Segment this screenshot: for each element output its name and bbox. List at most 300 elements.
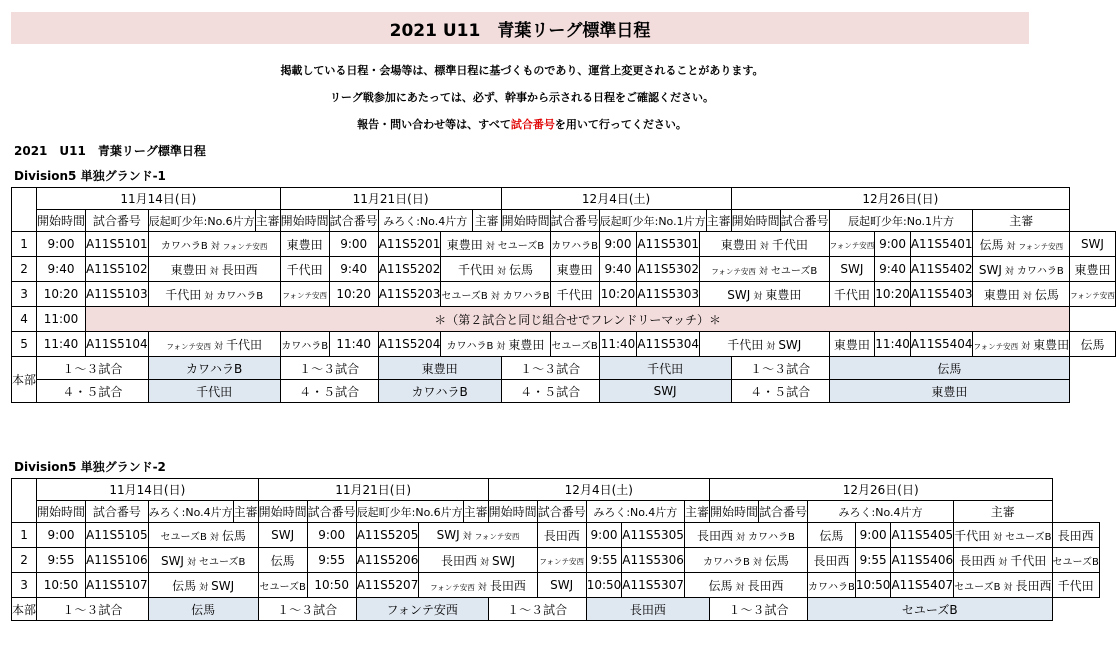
home-team: 長田西 bbox=[697, 528, 734, 543]
match-pairing bbox=[148, 282, 280, 307]
referee-team bbox=[807, 548, 855, 573]
home-team: 伝馬 bbox=[172, 578, 197, 593]
away-team: セユーズB bbox=[1005, 531, 1052, 543]
referee-name: SWJ bbox=[271, 528, 295, 542]
away-team: 東豊田 bbox=[508, 337, 545, 352]
match-number: A11S5403 bbox=[910, 282, 973, 307]
start-time: 9:40 bbox=[37, 257, 86, 282]
hq-game-range: ４・５試合 bbox=[280, 380, 378, 403]
start-time: 10:50 bbox=[586, 573, 622, 598]
vs-label: 対 bbox=[204, 291, 214, 302]
referee-name: 長田西 bbox=[813, 553, 850, 568]
venue-header: 辰起町少年:No.1片方 bbox=[829, 210, 973, 232]
vs-label: 対 bbox=[1004, 266, 1014, 277]
referee-name: フォンテ安西 bbox=[829, 241, 875, 250]
referee-team bbox=[829, 282, 875, 307]
start-time: 9:00 bbox=[586, 523, 622, 548]
start-time: 11:40 bbox=[599, 332, 637, 357]
match-pairing bbox=[973, 257, 1070, 282]
referee-name: フォンテ安西 bbox=[539, 557, 584, 566]
home-team: 千代田 bbox=[457, 262, 494, 277]
start-time: 9:55 bbox=[855, 548, 891, 573]
venue-header: みろく:No.4片方 bbox=[807, 501, 953, 523]
date-header: 11月21日(日) bbox=[280, 188, 501, 210]
match-number-header: 試合番号 bbox=[537, 501, 586, 523]
referee-team bbox=[258, 573, 307, 598]
match-pairing bbox=[684, 573, 807, 598]
match-number: A11S5103 bbox=[86, 282, 149, 307]
match-number: A11S5102 bbox=[86, 257, 149, 282]
match-pairing bbox=[700, 257, 830, 282]
start-time: 10:50 bbox=[855, 573, 891, 598]
hq-game-range: １～３試合 bbox=[501, 357, 599, 380]
match-pairing bbox=[148, 523, 258, 548]
referee-name: SWJ bbox=[840, 262, 864, 276]
match-number: A11S5304 bbox=[637, 332, 700, 357]
match-number-header: 試合番号 bbox=[86, 210, 149, 232]
match-pairing bbox=[148, 232, 280, 257]
away-team: 伝馬 bbox=[508, 262, 533, 277]
match-number: A11S5305 bbox=[622, 523, 685, 548]
home-team: 千代田 bbox=[727, 337, 764, 352]
match-pairing bbox=[148, 332, 280, 357]
match-number: A11S5205 bbox=[356, 523, 419, 548]
hq-team: 伝馬 bbox=[829, 357, 1070, 380]
start-time-header: 開始時間 bbox=[709, 501, 758, 523]
vs-label: 対 bbox=[210, 241, 220, 252]
referee-name: 千代田 bbox=[833, 287, 870, 302]
start-time: 9:00 bbox=[855, 523, 891, 548]
game-index: 5 bbox=[12, 332, 37, 357]
home-team: 東豊田 bbox=[446, 237, 483, 252]
date-header: 11月14日(日) bbox=[37, 479, 259, 501]
hq-label: 本部 bbox=[12, 598, 37, 621]
match-pairing bbox=[684, 523, 807, 548]
match-number-header: 試合番号 bbox=[758, 501, 807, 523]
hq-team: SWJ bbox=[599, 380, 731, 403]
match-number: A11S5201 bbox=[378, 232, 441, 257]
match-number: A11S5401 bbox=[910, 232, 973, 257]
start-time-header: 開始時間 bbox=[731, 210, 780, 232]
start-time-header: 開始時間 bbox=[488, 501, 537, 523]
referee-team bbox=[1052, 548, 1099, 573]
referee-name: フォンテ安西 bbox=[1070, 291, 1115, 300]
referee-team bbox=[280, 332, 329, 357]
vs-label: 対 bbox=[186, 557, 196, 568]
notice-3-post: を用いて行ってください。 bbox=[554, 118, 687, 131]
hq-game-range: １～３試合 bbox=[709, 598, 807, 621]
referee-name: 千代田 bbox=[556, 287, 593, 302]
home-team: SWJ bbox=[727, 287, 751, 302]
match-pairing bbox=[148, 548, 258, 573]
referee-team bbox=[829, 257, 875, 282]
away-team: セユーズB bbox=[497, 240, 545, 252]
referee-team bbox=[550, 232, 599, 257]
vs-label: 対 bbox=[1003, 582, 1013, 593]
referee-team bbox=[1070, 232, 1116, 257]
match-pairing bbox=[441, 282, 550, 307]
referee-name: 長田西 bbox=[1057, 528, 1094, 543]
away-team: セユーズB bbox=[199, 556, 246, 568]
away-team: SWJ bbox=[778, 337, 802, 352]
match-number: A11S5301 bbox=[637, 232, 700, 257]
match-pairing bbox=[954, 523, 1052, 548]
away-team: SWJ bbox=[492, 553, 516, 568]
match-pairing bbox=[684, 548, 807, 573]
hq-game-range: １～３試合 bbox=[280, 357, 378, 380]
referee-team bbox=[258, 548, 307, 573]
away-team: 千代田 bbox=[225, 337, 262, 352]
vs-label: 対 bbox=[736, 532, 746, 543]
match-number: A11S5106 bbox=[86, 548, 149, 573]
match-number: A11S5406 bbox=[891, 548, 954, 573]
away-team: カワハラB bbox=[502, 290, 550, 302]
start-time: 9:40 bbox=[329, 257, 378, 282]
vs-label: 対 bbox=[752, 557, 762, 568]
venue-header: 辰起町少年:No.1片方 bbox=[599, 210, 706, 232]
referee-name: 千代田 bbox=[286, 262, 323, 277]
referee-team bbox=[537, 523, 586, 548]
vs-label: 対 bbox=[485, 241, 495, 252]
match-number: A11S5207 bbox=[356, 573, 419, 598]
away-team: フォンテ安西 bbox=[1018, 241, 1064, 251]
referee-team bbox=[1070, 257, 1116, 282]
referee-header: 主審 bbox=[472, 210, 501, 232]
start-time: 11:00 bbox=[37, 307, 86, 332]
referee-header: 主審 bbox=[463, 501, 488, 523]
hq-team: 千代田 bbox=[599, 357, 731, 380]
start-time: 10:50 bbox=[37, 573, 86, 598]
start-time: 10:50 bbox=[307, 573, 356, 598]
match-number: A11S5407 bbox=[891, 573, 954, 598]
match-number-header: 試合番号 bbox=[550, 210, 599, 232]
vs-label: 対 bbox=[1006, 241, 1016, 252]
corner-cell bbox=[12, 479, 37, 523]
home-team: SWJ bbox=[160, 553, 184, 568]
hq-label: 本部 bbox=[12, 357, 37, 403]
home-team: フォンテ安西 bbox=[430, 582, 475, 592]
match-number: A11S5402 bbox=[910, 257, 973, 282]
home-team: 千代田 bbox=[954, 528, 991, 543]
hq-team: フォンテ安西 bbox=[356, 598, 488, 621]
match-pairing bbox=[973, 232, 1070, 257]
home-team: 伝馬 bbox=[708, 578, 733, 593]
home-team: セユーズB bbox=[441, 290, 488, 302]
referee-team bbox=[258, 523, 307, 548]
home-team: フォンテ安西 bbox=[166, 341, 211, 351]
hq-team: 長田西 bbox=[586, 598, 709, 621]
table-row bbox=[12, 307, 1116, 332]
away-team: 長田西 bbox=[221, 262, 258, 277]
division-1-heading: Division5 単独グランド-1 bbox=[14, 169, 166, 183]
home-team: 長田西 bbox=[959, 553, 996, 568]
start-time-header: 開始時間 bbox=[37, 501, 86, 523]
match-number: A11S5306 bbox=[622, 548, 685, 573]
date-header: 11月14日(日) bbox=[37, 188, 281, 210]
game-index: 4 bbox=[12, 307, 37, 332]
game-index: 3 bbox=[12, 282, 37, 307]
away-team: 伝馬 bbox=[1034, 287, 1059, 302]
home-team: 伝馬 bbox=[979, 237, 1004, 252]
match-number-header: 試合番号 bbox=[307, 501, 356, 523]
vs-label: 対 bbox=[766, 341, 776, 352]
start-time: 10:20 bbox=[599, 282, 637, 307]
match-number: A11S5203 bbox=[378, 282, 441, 307]
referee-name: セユーズB bbox=[259, 581, 306, 593]
referee-team bbox=[1052, 523, 1099, 548]
match-pairing bbox=[954, 548, 1052, 573]
table-row bbox=[12, 380, 1116, 403]
schedule-subtitle: 2021 U11 青葉リーグ標準日程 bbox=[14, 144, 206, 158]
start-time: 11:40 bbox=[37, 332, 86, 357]
game-index: 2 bbox=[12, 548, 37, 573]
game-index: 1 bbox=[12, 232, 37, 257]
hq-game-range: １～３試合 bbox=[731, 357, 829, 380]
start-time: 9:40 bbox=[599, 257, 637, 282]
away-team: 東豊田 bbox=[1033, 337, 1070, 352]
match-pairing bbox=[419, 523, 537, 548]
corner-cell bbox=[12, 188, 37, 232]
home-team: カワハラB bbox=[160, 240, 208, 252]
table-row bbox=[12, 548, 1100, 573]
vs-label: 対 bbox=[993, 532, 1003, 543]
home-team: SWJ bbox=[978, 262, 1002, 277]
friendly-match-note: ＊（第２試合と同じ組合せでフレンドリーマッチ）＊ bbox=[86, 307, 1070, 332]
start-time: 9:55 bbox=[37, 548, 86, 573]
referee-name: 伝馬 bbox=[270, 553, 295, 568]
hq-game-range: ４・５試合 bbox=[501, 380, 599, 403]
table-row bbox=[12, 332, 1116, 357]
match-number: A11S5405 bbox=[891, 523, 954, 548]
start-time: 11:40 bbox=[875, 332, 911, 357]
notice-3-highlight: 試合番号 bbox=[510, 118, 555, 131]
home-team: 長田西 bbox=[440, 553, 477, 568]
hq-game-range: ４・５試合 bbox=[731, 380, 829, 403]
game-index: 3 bbox=[12, 573, 37, 598]
hq-game-range: １～３試合 bbox=[37, 598, 149, 621]
venue-header: みろく:No.4片方 bbox=[378, 210, 472, 232]
start-time: 10:20 bbox=[329, 282, 378, 307]
match-pairing bbox=[441, 257, 550, 282]
start-time: 9:55 bbox=[586, 548, 622, 573]
referee-name: 東豊田 bbox=[1074, 262, 1111, 277]
date-header: 12月4日(土) bbox=[488, 479, 709, 501]
referee-name: SWJ bbox=[550, 578, 574, 592]
away-team: フォンテ安西 bbox=[222, 241, 268, 251]
away-team: カワハラB bbox=[748, 531, 795, 543]
vs-label: 対 bbox=[209, 532, 219, 543]
start-time: 10:20 bbox=[875, 282, 911, 307]
venue-header: みろく:No.4片方 bbox=[148, 501, 233, 523]
venue-header: 辰起町少年:No.6片方 bbox=[356, 501, 463, 523]
date-header: 12月26日(日) bbox=[731, 188, 1070, 210]
away-team: カワハラB bbox=[1016, 265, 1064, 277]
vs-label: 対 bbox=[1022, 291, 1032, 302]
division-2-heading: Division5 単独グランド-2 bbox=[14, 460, 166, 474]
match-pairing bbox=[441, 232, 550, 257]
table-row bbox=[12, 257, 1116, 282]
hq-game-range: ４・５試合 bbox=[37, 380, 149, 403]
referee-name: 伝馬 bbox=[1080, 337, 1105, 352]
start-time: 11:40 bbox=[329, 332, 378, 357]
home-team: フォンテ安西 bbox=[711, 266, 756, 276]
referee-name: 千代田 bbox=[1057, 578, 1094, 593]
away-team: 伝馬 bbox=[221, 528, 246, 543]
home-team: 東豊田 bbox=[720, 237, 757, 252]
referee-header: 主審 bbox=[954, 501, 1052, 523]
match-number: A11S5303 bbox=[637, 282, 700, 307]
referee-team bbox=[1070, 332, 1116, 357]
referee-name: カワハラB bbox=[281, 340, 329, 352]
referee-team bbox=[807, 573, 855, 598]
start-time-header: 開始時間 bbox=[37, 210, 86, 232]
referee-name: 伝馬 bbox=[819, 528, 844, 543]
hq-game-range: １～３試合 bbox=[258, 598, 356, 621]
away-team: 伝馬 bbox=[764, 553, 789, 568]
referee-team bbox=[280, 282, 329, 307]
venue-header: 辰起町少年:No.6片方 bbox=[148, 210, 255, 232]
match-number: A11S5204 bbox=[378, 332, 441, 357]
vs-label: 対 bbox=[496, 341, 506, 352]
match-pairing bbox=[700, 282, 830, 307]
table-row bbox=[12, 357, 1116, 380]
hq-team: カワハラB bbox=[148, 357, 280, 380]
away-team: SWJ bbox=[211, 578, 235, 593]
start-time: 9:00 bbox=[329, 232, 378, 257]
match-number: A11S5101 bbox=[86, 232, 149, 257]
away-team: 長田西 bbox=[1015, 578, 1052, 593]
home-team: 東豊田 bbox=[983, 287, 1020, 302]
vs-label: 対 bbox=[462, 532, 472, 542]
referee-header: 主審 bbox=[706, 210, 731, 232]
referee-name: 東豊田 bbox=[286, 237, 323, 252]
match-pairing bbox=[148, 573, 258, 598]
match-number: A11S5105 bbox=[86, 523, 149, 548]
date-header: 12月26日(日) bbox=[709, 479, 1052, 501]
hq-team: カワハラB bbox=[378, 380, 501, 403]
page-title: 2021 U11 青葉リーグ標準日程 bbox=[11, 12, 1029, 44]
away-team: 千代田 bbox=[771, 237, 808, 252]
hq-team: 千代田 bbox=[148, 380, 280, 403]
vs-label: 対 bbox=[496, 266, 506, 277]
start-time: 9:00 bbox=[599, 232, 637, 257]
referee-name: 東豊田 bbox=[833, 337, 870, 352]
home-team: カワハラB bbox=[703, 556, 750, 568]
vs-label: 対 bbox=[209, 266, 219, 277]
vs-label: 対 bbox=[758, 266, 768, 277]
referee-team bbox=[1052, 573, 1099, 598]
notice-3-pre: 報告・問い合わせ等は、すべて bbox=[357, 118, 511, 131]
vs-label: 対 bbox=[479, 557, 489, 568]
match-number: A11S5307 bbox=[622, 573, 685, 598]
game-index: 1 bbox=[12, 523, 37, 548]
vs-label: 対 bbox=[759, 241, 769, 252]
away-team: 長田西 bbox=[747, 578, 784, 593]
start-time-header: 開始時間 bbox=[501, 210, 550, 232]
away-team: フォンテ安西 bbox=[474, 532, 520, 541]
vs-label: 対 bbox=[199, 582, 209, 593]
match-number: A11S5104 bbox=[86, 332, 149, 357]
hq-team: 伝馬 bbox=[148, 598, 258, 621]
home-team: フォンテ安西 bbox=[973, 341, 1019, 351]
start-time: 9:40 bbox=[875, 257, 911, 282]
match-pairing bbox=[954, 573, 1052, 598]
away-team: 東豊田 bbox=[765, 287, 802, 302]
referee-header: 主審 bbox=[973, 210, 1070, 232]
referee-header: 主審 bbox=[684, 501, 709, 523]
home-team: カワハラB bbox=[446, 340, 494, 352]
match-number: A11S5107 bbox=[86, 573, 149, 598]
match-number: A11S5302 bbox=[637, 257, 700, 282]
match-pairing bbox=[419, 548, 537, 573]
start-time: 10:20 bbox=[37, 282, 86, 307]
home-team: 千代田 bbox=[165, 287, 202, 302]
vs-label: 対 bbox=[735, 582, 745, 593]
start-time-header: 開始時間 bbox=[258, 501, 307, 523]
match-number: A11S5202 bbox=[378, 257, 441, 282]
table-row bbox=[12, 282, 1116, 307]
referee-team bbox=[829, 332, 875, 357]
notice-3 bbox=[0, 116, 1044, 132]
match-pairing bbox=[700, 332, 830, 357]
vs-label: 対 bbox=[490, 291, 500, 302]
referee-team bbox=[807, 523, 855, 548]
start-time-header: 開始時間 bbox=[280, 210, 329, 232]
home-team: セユーズB bbox=[160, 531, 207, 543]
table-row bbox=[12, 523, 1100, 548]
away-team: カワハラB bbox=[216, 290, 264, 302]
vs-label: 対 bbox=[477, 582, 487, 593]
start-time: 9:00 bbox=[37, 232, 86, 257]
away-team: 長田西 bbox=[489, 578, 526, 593]
referee-name: 東豊田 bbox=[556, 262, 593, 277]
venue-header: みろく:No.4片方 bbox=[586, 501, 684, 523]
vs-label: 対 bbox=[753, 291, 763, 302]
match-number-header: 試合番号 bbox=[86, 501, 149, 523]
home-team: 東豊田 bbox=[170, 262, 207, 277]
match-number-header: 試合番号 bbox=[329, 210, 378, 232]
referee-team bbox=[280, 257, 329, 282]
notice-1: 掲載している日程・会場等は、標準日程に基づくものであり、運営上変更されることがあります。 bbox=[280, 64, 764, 77]
match-pairing bbox=[148, 257, 280, 282]
referee-team bbox=[829, 232, 875, 257]
match-number-header: 試合番号 bbox=[780, 210, 829, 232]
away-team: 千代田 bbox=[1010, 553, 1047, 568]
match-pairing bbox=[700, 232, 830, 257]
hq-team: 東豊田 bbox=[829, 380, 1070, 403]
hq-team: 東豊田 bbox=[378, 357, 501, 380]
referee-header: 主審 bbox=[233, 501, 258, 523]
referee-team bbox=[550, 332, 599, 357]
table-row bbox=[12, 232, 1116, 257]
referee-name: カワハラB bbox=[551, 240, 599, 252]
match-number: A11S5404 bbox=[910, 332, 973, 357]
table-row bbox=[12, 573, 1100, 598]
hq-team: セユーズB bbox=[807, 598, 1052, 621]
date-header: 12月4日(土) bbox=[501, 188, 731, 210]
notice-2: リーグ戦参加にあたっては、必ず、幹事から示される日程をご確認ください。 bbox=[329, 91, 715, 104]
match-pairing bbox=[973, 332, 1070, 357]
hq-game-range: １～３試合 bbox=[37, 357, 149, 380]
referee-team bbox=[550, 257, 599, 282]
match-pairing bbox=[441, 332, 550, 357]
home-team: セユーズB bbox=[954, 581, 1001, 593]
match-number: A11S5206 bbox=[356, 548, 419, 573]
referee-team bbox=[537, 548, 586, 573]
date-header: 11月21日(日) bbox=[258, 479, 488, 501]
match-pairing bbox=[419, 573, 537, 598]
vs-label: 対 bbox=[1021, 341, 1031, 352]
